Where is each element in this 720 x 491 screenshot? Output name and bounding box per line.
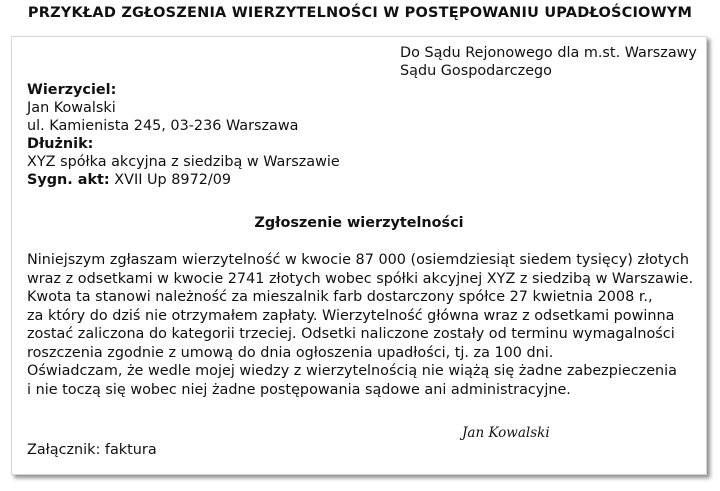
parties-block — [27, 81, 340, 189]
debtor-label: Dłużnik: — [27, 136, 94, 152]
body-line: roszczenia zgodnie z umową do dnia ogłoszenia upadłości, tj. za 100 dni. — [27, 344, 554, 361]
case-number: XVII Up 8972/09 — [109, 172, 232, 188]
claim-document — [11, 36, 707, 475]
claim-body — [27, 251, 693, 399]
page-title: PRZYKŁAD ZGŁOSZENIA WIERZYTELNOŚCI W POSTĘPOWANIU UPADŁOŚCIOWYM — [27, 5, 693, 21]
body-line: zostać zaliczona do kategorii trzeciej. Odsetki naliczone zostały od terminu wymagalności — [27, 326, 675, 342]
document-heading: Zgłoszenie wierzytelności — [254, 215, 464, 231]
body-line: Kwota ta stanowi należność za mieszalnik farb dostarczony spółce 27 kwietnia 2008 r., — [27, 289, 653, 305]
court-addressee — [400, 44, 697, 80]
debtor-name: XYZ spółka akcyjna z siedzibą w Warszawie — [27, 154, 340, 170]
body-line: i nie toczą się wobec niej żadne postępowania sądowe ani administracyjne. — [27, 381, 571, 398]
addressee-line-2: Sądu Gospodarczego — [400, 63, 552, 79]
signature: Jan Kowalski — [462, 425, 550, 441]
body-line: za który do dziś nie otrzymałem zapłaty. Wierzytelność główna wraz z odsetkami powinna — [27, 307, 675, 324]
case-label: Sygn. akt: — [27, 172, 110, 188]
creditor-name: Jan Kowalski — [27, 100, 116, 116]
creditor-label: Wierzyciel: — [27, 82, 117, 98]
case-signature-line — [27, 171, 340, 189]
addressee-line-1: Do Sądu Rejonowego dla m.st. Warszawy — [400, 45, 697, 61]
body-line: Oświadczam, że wedle mojej wiedzy z wierzytelnością nie wiążą się żadne zabezpieczenia — [27, 363, 677, 379]
creditor-address: ul. Kamienista 245, 03-236 Warszawa — [27, 118, 299, 134]
body-line: wraz z odsetkami w kwocie 2741 złotych wobec spółki akcyjnej XYZ z siedzibą w Warszawie. — [27, 270, 694, 287]
body-line: Niniejszym zgłaszam wierzytelność w kwocie 87 000 (osiemdziesiąt siedem tysięcy) złotych — [27, 252, 690, 268]
attachment-note: Załącznik: faktura — [27, 442, 157, 458]
